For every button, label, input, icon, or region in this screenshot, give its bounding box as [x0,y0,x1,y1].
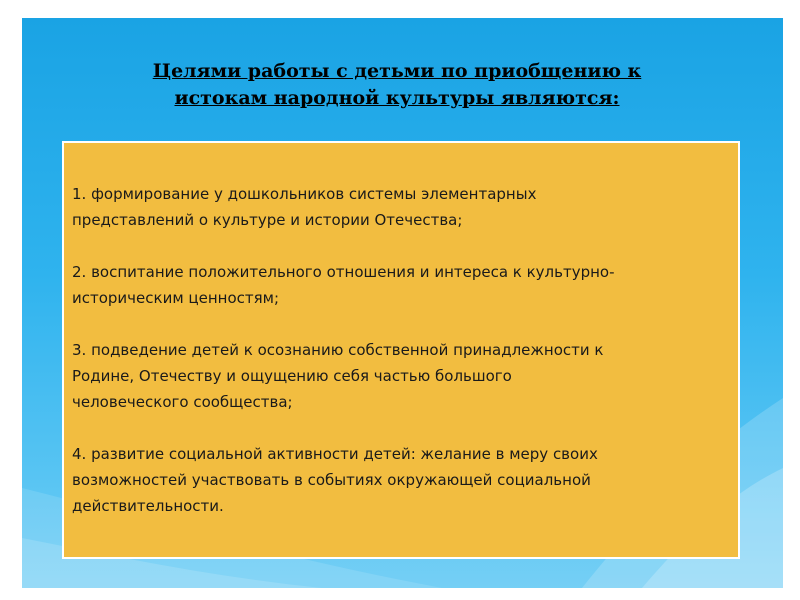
goal-line: 2. воспитание положительного отношения и интереса к культурно- [72,263,615,281]
slide-title-line: истокам народной культуры являются: [174,87,620,109]
goal-line: историческим ценностям; [72,289,280,307]
goal-line: 3. подведение детей к осознанию собственной принадлежности к [72,341,604,359]
slide [22,18,783,588]
goal-line: человеческого сообщества; [72,393,293,411]
goal-item-2 [72,259,732,311]
goal-line: Родине, Отечеству и ощущению себя частью большого [72,367,512,385]
goals-list [72,181,732,545]
goal-line: действительности. [72,497,224,515]
slide-title [117,58,677,112]
goal-item-1 [72,181,732,233]
goal-item-4 [72,441,732,519]
goal-line: представлений о культуре и истории Отечества; [72,211,463,229]
goals-box [62,141,740,559]
goal-item-3 [72,337,732,415]
goal-line: 1. формирование у дошкольников системы элементарных [72,185,537,203]
slide-title-line: Целями работы с детьми по приобщению к [152,60,642,82]
goal-line: возможностей участвовать в событиях окружающей социальной [72,471,591,489]
goal-line: 4. развитие социальной активности детей: желание в меру своих [72,445,598,463]
